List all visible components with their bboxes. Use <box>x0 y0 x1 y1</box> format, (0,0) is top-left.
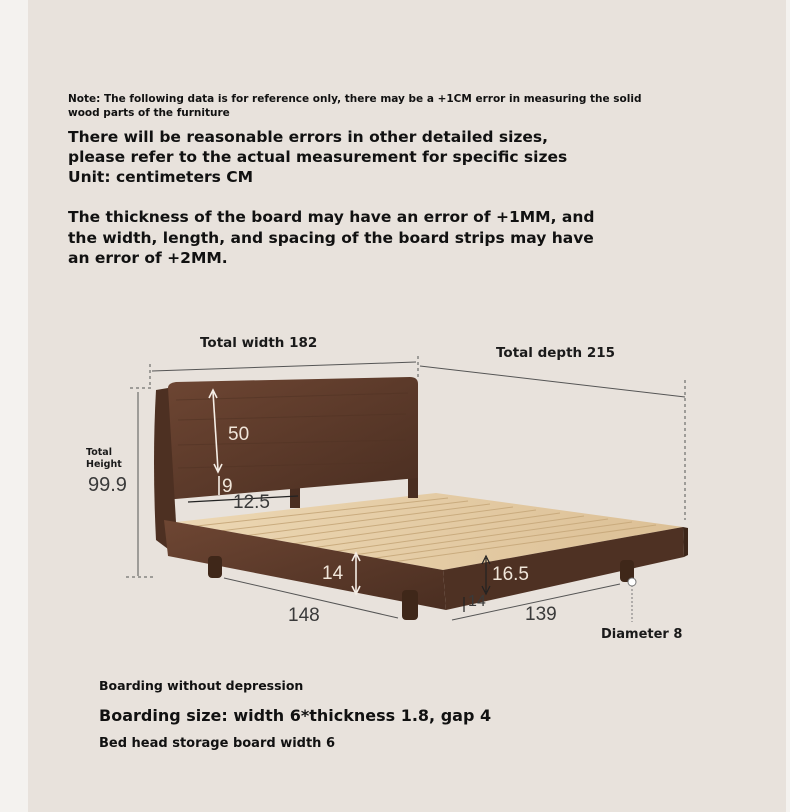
board-note-line2: the width, length, and spacing of the board strips may have <box>68 229 594 247</box>
leg-diameter-label: Diameter 8 <box>601 627 683 642</box>
total-height-label-line1: Total <box>86 447 112 458</box>
boarding-note: Boarding without depression <box>99 678 304 693</box>
leg-front <box>402 590 418 620</box>
headboard <box>158 377 418 500</box>
bed-head-note: Bed head storage board width 6 <box>99 736 336 751</box>
height-dimension-line <box>126 388 154 577</box>
total-depth-label: Total depth 215 <box>496 345 616 361</box>
errors-note-line2: please refer to the actual measurement for specific sizes <box>68 148 568 166</box>
reference-note: Note: The following data is for reference only, there may be a +1CM error in measuring the solid wood parts of the furniture <box>68 93 642 119</box>
unit-note: Unit: centimeters CM <box>68 168 254 186</box>
total-height-value: 99.9 <box>88 474 127 496</box>
leg-back-left <box>208 556 222 578</box>
side-rail-height-value: 16.5 <box>492 564 529 585</box>
total-height-label-line2: Height <box>86 459 122 470</box>
post-offset-value: 12.5 <box>233 492 270 513</box>
frame-height-value: 14 <box>322 563 344 584</box>
boarding-size-note: Boarding size: width 6*thickness 1.8, gap 4 <box>99 706 492 725</box>
board-note-line1: The thickness of the board may have an error of +1MM, and <box>68 208 595 226</box>
headboard-gap-value: 9 <box>222 476 233 497</box>
front-length-value: 148 <box>288 605 320 626</box>
headboard-height-value: 50 <box>228 424 250 445</box>
diameter-marker <box>628 578 636 622</box>
leg-height-value: 14 <box>468 593 486 610</box>
board-note-line3: an error of +2MM. <box>68 249 228 267</box>
total-width-label: Total width 182 <box>200 335 318 351</box>
side-length-value: 139 <box>525 604 557 625</box>
errors-note-line1: There will be reasonable errors in other detailed sizes, <box>68 128 549 146</box>
product-dimension-diagram <box>28 0 786 812</box>
